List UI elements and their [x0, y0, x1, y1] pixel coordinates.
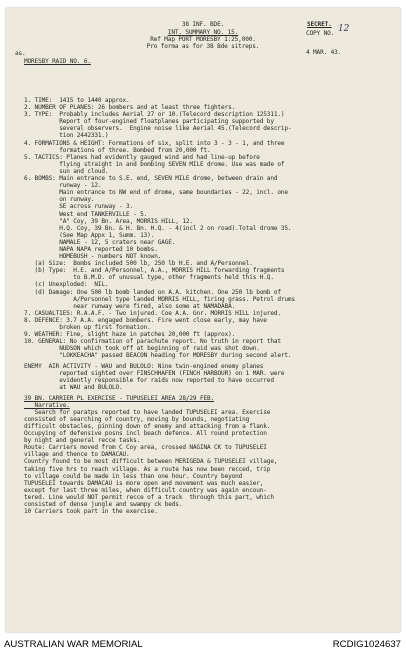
ref-map: Ref Map PORT MORESBY 1:25,000.: [150, 36, 256, 43]
text-line: reported sighted over FINSCHHAFEN (FINCH HARBOUR) on 1 MAR. were: [24, 369, 285, 377]
secret-stamp: SECRET.: [307, 21, 332, 28]
text-line: (c) Unexploded: NIL.: [24, 281, 109, 289]
text-line: 2. NUMBER OF PLANES: 26 bombers and at least three fighters.: [24, 104, 236, 112]
summary-number: INT. SUMMARY NO. 15.: [167, 29, 239, 36]
text-line: 9. WEATHER: Fine, slight haze in patches 20,000 ft (approx).: [24, 331, 236, 339]
copy-number-value: 12: [338, 24, 350, 34]
text-line: NUDSON which took off at beginning of raid was shot down.: [24, 345, 260, 353]
text-line: 1. TIME: 1415 to 1440 approx.: [24, 97, 130, 104]
text-line: (d) Damage: One 500 lb bomb landed on A.A. kitchen. One 250 lb bomb of: [24, 288, 281, 296]
copy-number-label: COPY NO.: [306, 30, 335, 37]
summary-date: 4 MAR. 43.: [306, 49, 342, 56]
text-line: 10. GENERAL: No confirmation of parachute report. No truth in report that: [24, 338, 281, 346]
text-line: Search for paratps reported to have landed TUPUSELEI area. Exercise: [24, 408, 271, 416]
text-line: 4. FORMATIONS & HEIGHT: Formations of six, split into 3 - 3 - 1, and three: [24, 139, 285, 147]
narrative-heading: Narrative.: [24, 401, 70, 409]
text-line: village and thence to DAMACAU.: [24, 451, 130, 459]
text-line: sun and cloud.: [24, 167, 109, 175]
text-line: H.Q. Coy, 39 Bn. & H. Bn. H.Q. - 4(incl 2 on road).Total drome 35.: [24, 224, 292, 232]
text-line: tered. Line would NOT permit recce of a track through this part, which: [24, 493, 274, 501]
text-line: formations of three. Bombed from 20,000 ft.: [24, 146, 211, 154]
text-line: (See Map Appx 1, Summ. 13).: [24, 231, 155, 239]
text-line: 7. CASUALTIES: R.A.A.F. - Two injured. Coe A.A. Gnr. MORRIS HILL injured.: [24, 309, 281, 317]
text-line: 5. TACTICS: Planes had evidently gauged wind and had line-up before: [24, 153, 260, 161]
text-line: 6. BOMBS: Main entrance to S.E. end, SEVEN MILE drome, between drain and: [24, 175, 278, 183]
text-line: Report of four-engined floatplanes participating supported by: [24, 118, 274, 126]
text-line: flying straight in and bombing SEVEN MILE drome. Use was made of: [24, 160, 285, 168]
archive-id: RCDIG1024637: [332, 639, 401, 650]
brigade-ref: 38 INF. BDE.: [181, 21, 225, 28]
text-line: Main entrance to NW end of drome, same boundaries - 22, incl. one: [24, 189, 288, 197]
text-line: SE across runway - 3.: [24, 203, 134, 211]
text-line: Occupying of defensive posns incl beach defence. All round protection: [24, 430, 267, 438]
text-line: West end TANKERVILLE - 5.: [24, 210, 148, 218]
text-line: difficult obstacles, pinning down of enemy and attacking from a flank.: [24, 423, 271, 430]
text-line: on runway.: [24, 196, 95, 204]
text-line: taking five hrs to reach village. As a route has now been recced, trip: [24, 465, 271, 473]
text-line: consisted of searching of country, moving by bounds, negotiating: [24, 415, 250, 423]
text-line: 8. DEFENCE: 3.7 A.A. engaged bombers. Fire went close early, may have: [24, 316, 267, 324]
text-line: runway - 12.: [24, 182, 102, 190]
text-line: NAMALE - 12, 5 craters near GAGE.: [24, 238, 176, 246]
text-line: (b) Type: H.E. and A/Personnel, A.A., MORRIS HILL forwarding fragments: [24, 267, 285, 275]
text-line: ENEMY AIR ACTIVITY - WAU and BULOLO: Nine twin-engined enemy planes: [24, 362, 264, 370]
raid-title: MORESBY RAID NO. 6.: [24, 58, 91, 65]
text-line: 3. TYPE: Probably includes Aerial 27 or 10.(Telecord description 125311.): [24, 111, 285, 119]
text-line: Country found to be most difficult between MERIGEDA & TUPUSELEI village,: [24, 458, 278, 466]
archive-name: AUSTRALIAN WAR MEMORIAL: [4, 639, 143, 650]
text-line: Route: Carriers moved from C Coy area, crossed NAGINA CK to TUPUSELEI: [24, 444, 267, 452]
text-line: HOMEBUSH - numbers NOT known.: [24, 253, 162, 261]
text-line: A/Personnel type landed MORRIS HILL, firing grass. Petrol drums: [24, 295, 295, 303]
text-line: at WAU and BULOLO.: [24, 384, 123, 392]
text-line: "LOKKEACHA" passed BEACON heading for MORESBY during second alert.: [24, 352, 292, 360]
text-line: (a) Size: Bombs included 500 lb, 250 lb H.E. and A/Personnel.: [24, 260, 253, 268]
pro-forma: Pro forma as for 38 Bde sitreps.: [146, 43, 260, 50]
text-line: to B.M.D. of unusual type, other fragments held this H.Q.: [24, 274, 274, 282]
archive-footer: [0, 636, 406, 653]
text-line: 10 Carriers took part in the exercise.: [24, 508, 158, 516]
text-line: NAPA NAPA reported 10 bombs.: [24, 245, 158, 253]
text-line: several observers. Engine noise like Aerial 45.(Telecord descrip-: [24, 125, 292, 133]
text-line: except for last three miles, when difficult country was again encoun-: [24, 486, 267, 494]
text-line: evidently responsible for raids now reported to have occurred: [24, 377, 274, 385]
text-line: tion 2442331.): [24, 132, 109, 140]
text-line: consisted of dense jungle and swampy ck beds.: [24, 501, 183, 509]
text-line: near runway were fired, also some at NAMADABA.: [24, 302, 236, 310]
text-line: by night and general recce tasks.: [24, 437, 141, 445]
text-line: broken up first formation.: [24, 324, 151, 331]
text-line: "A" Coy, 39 Bn. Area, MORRIS HILL, 12.: [24, 217, 193, 225]
distribution-mark: as.: [15, 50, 26, 57]
document-sheet: [6, 8, 400, 632]
text-line: to village could be made in less than one hour. Country beyond: [24, 472, 243, 480]
exercise-heading: 39 BN. CARRIER PL EXERCISE - TUPUSELEI AREA 28/29 FEB.: [24, 394, 215, 402]
text-line: TUPUSELEI towards DAMACAU is more open and movement was much easier,: [24, 479, 264, 487]
summary-body: [24, 97, 396, 515]
